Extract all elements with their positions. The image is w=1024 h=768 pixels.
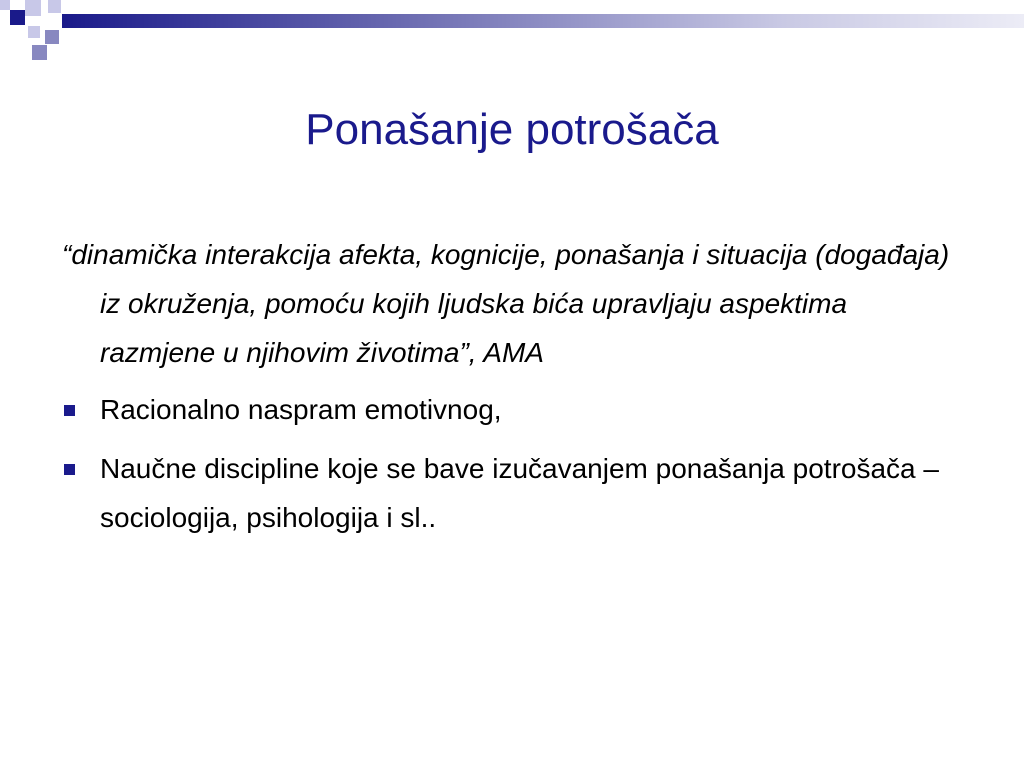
square-bullet-icon — [64, 405, 75, 416]
decor-square — [0, 0, 10, 10]
decor-square — [48, 0, 61, 13]
square-bullet-icon — [64, 464, 75, 475]
definition-quote: “dinamička interakcija afekta, kognicije, ponašanja i situacija (događaja) iz okruženja, pomoću kojih ljudska bića upravljaju aspektima razmjene u njihovim životima”, AMA — [62, 239, 950, 368]
decor-square — [45, 30, 59, 44]
header-decoration — [0, 0, 1024, 70]
bullet-text: Racionalno naspram emotivnog, — [100, 394, 502, 425]
bullet-text: Naučne discipline koje se bave izučavanjem ponašanja potrošača – sociologija, psihologija i sl.. — [100, 453, 939, 533]
decor-square — [10, 10, 25, 25]
decor-square — [32, 45, 47, 60]
header-gradient-bar — [62, 14, 1024, 28]
slide-title: Ponašanje potrošača — [305, 105, 719, 154]
decor-square — [25, 0, 41, 16]
decor-square — [28, 26, 40, 38]
bullet-list — [62, 385, 962, 542]
slide-body — [62, 230, 962, 552]
list-item — [62, 444, 962, 542]
list-item — [62, 385, 962, 434]
